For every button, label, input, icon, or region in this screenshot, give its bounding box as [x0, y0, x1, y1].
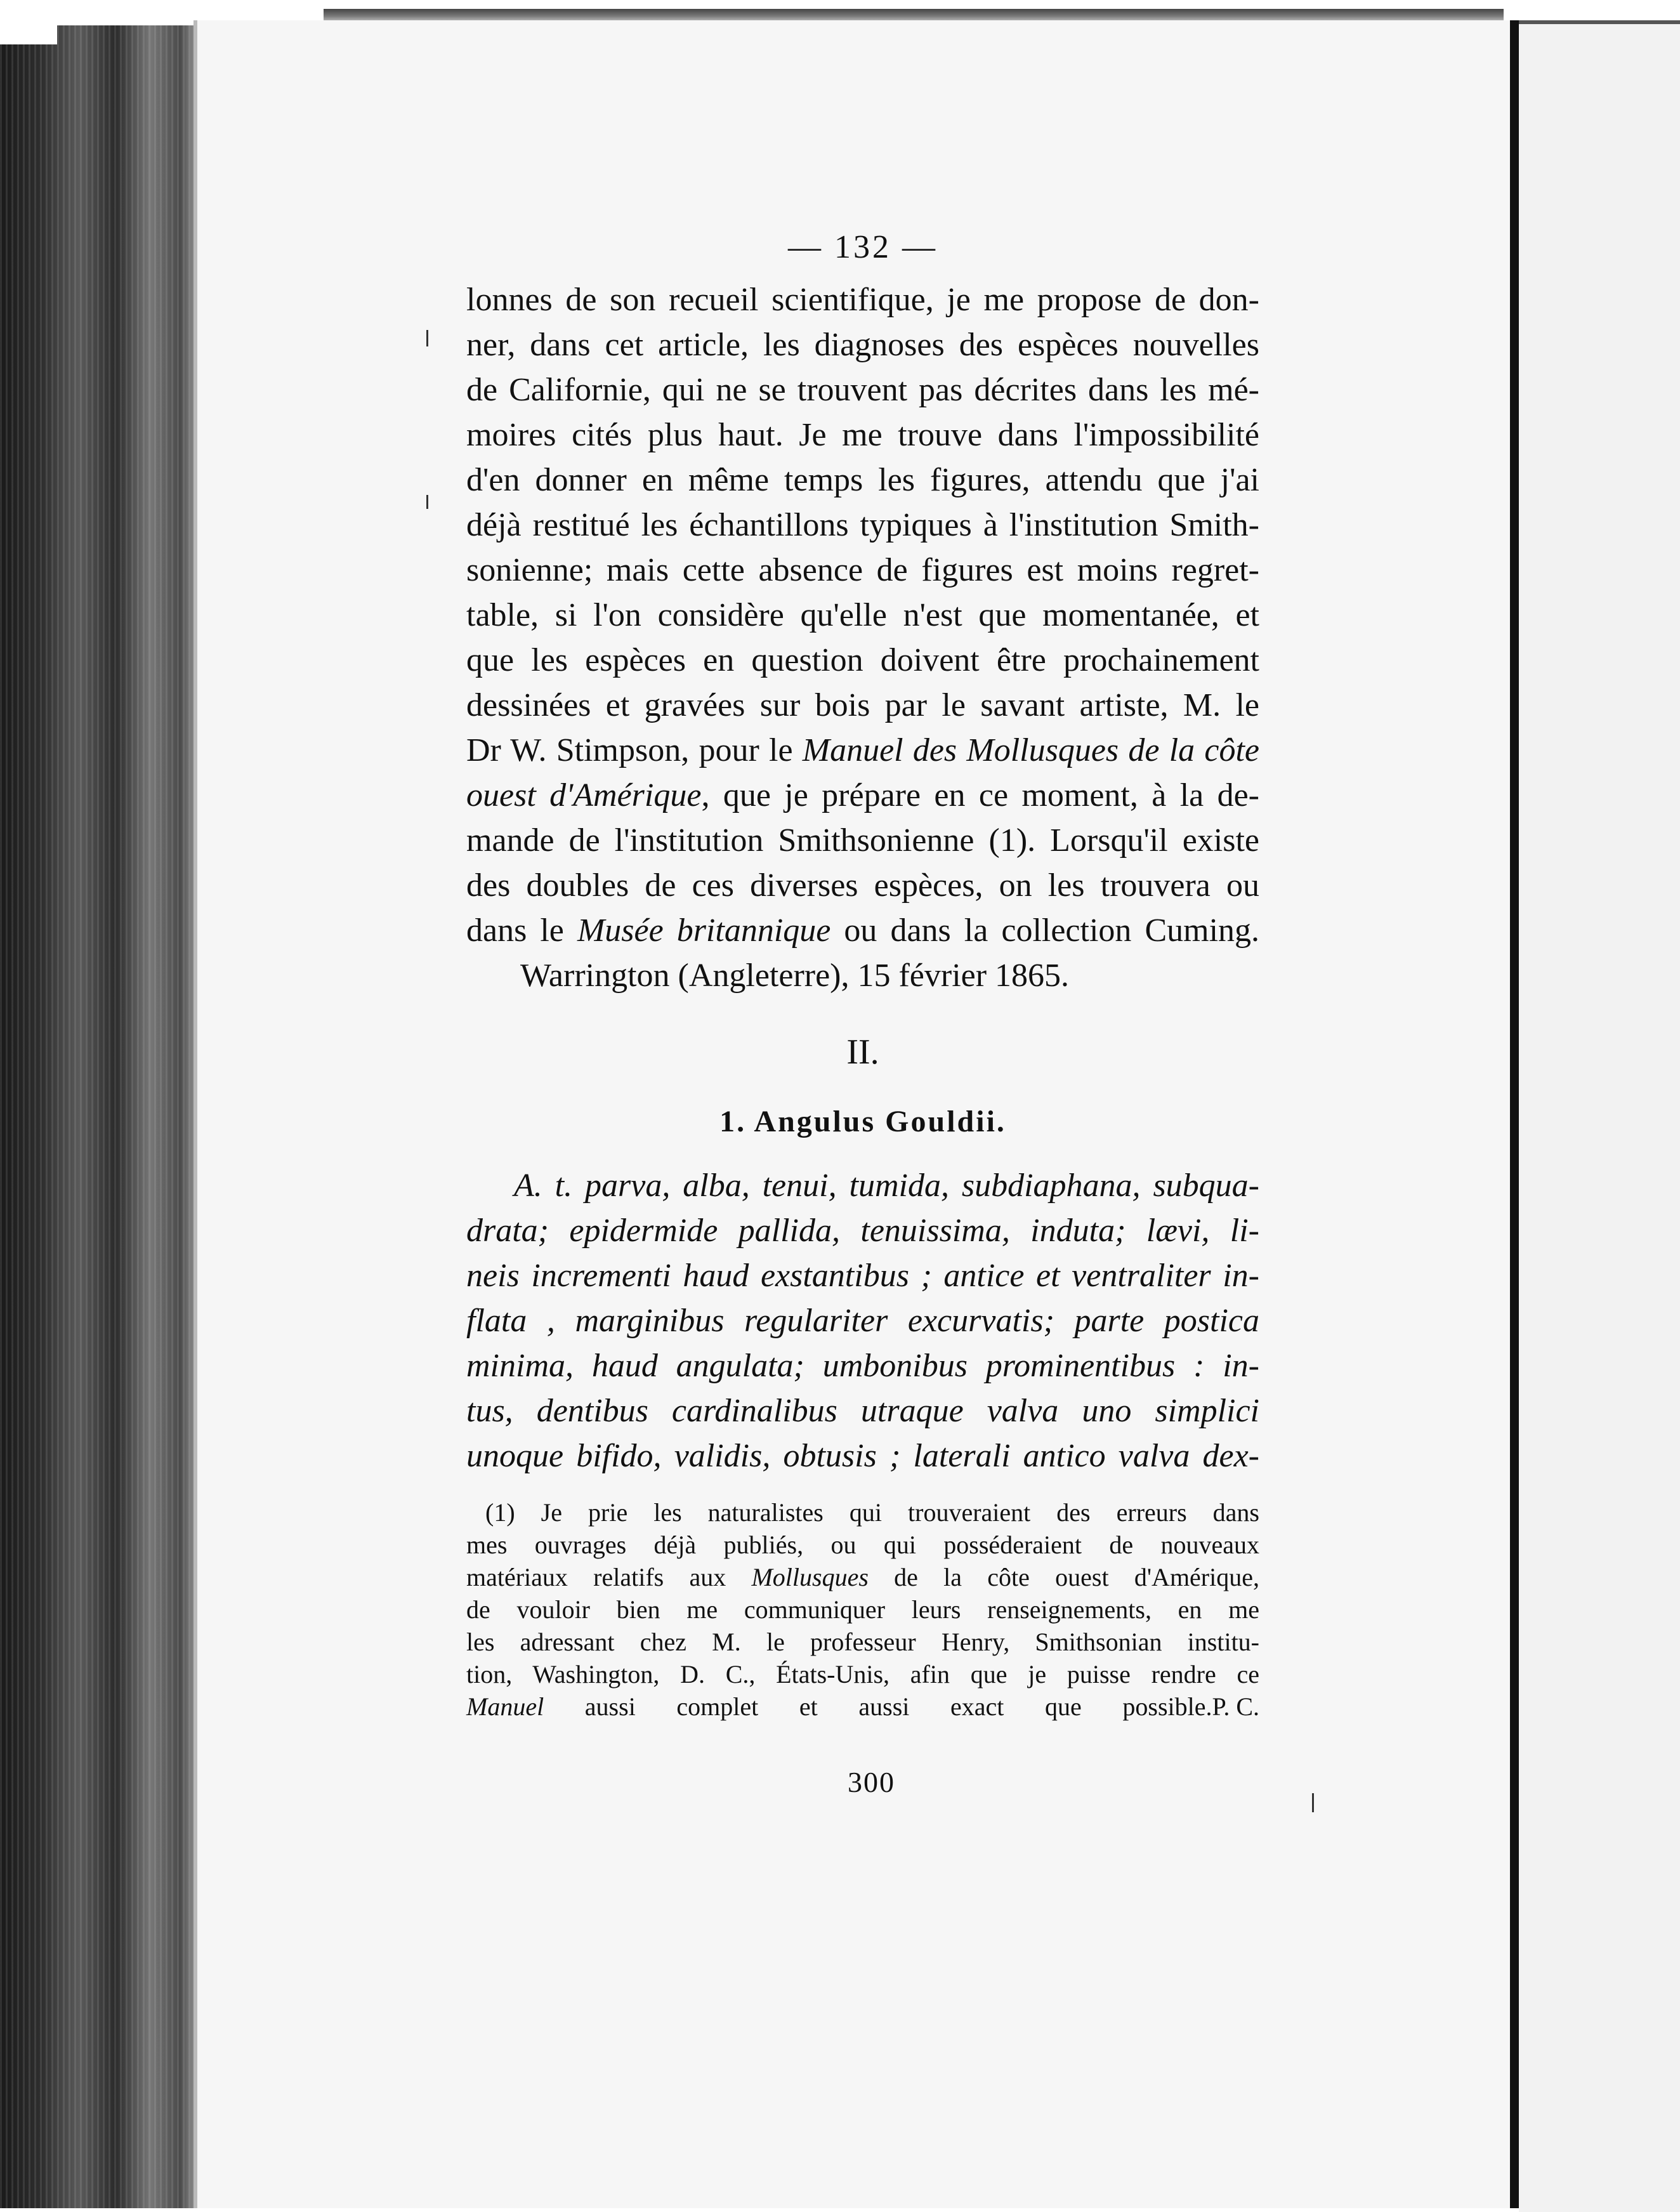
text-line: d'en donner en même temps les figures, attendu que j'ai — [466, 462, 1259, 498]
opposite-page-edge — [1519, 20, 1680, 2212]
page-number: — 132 — — [788, 229, 938, 265]
footnote-line: de vouloir bien me communiquer leurs renseignements, en me — [466, 1595, 1259, 1624]
text-line: que les espèces en question doivent être prochainement — [466, 642, 1259, 678]
footnote-signature: P. C. — [1212, 1692, 1259, 1721]
book-binding-edge — [0, 25, 209, 2208]
text-line: lonnes de son recueil scientifique, je me propose de don- — [466, 282, 1259, 318]
page-gutter-rule — [1510, 20, 1519, 2208]
text-line: Dr W. Stimpson, pour le Manuel des Mollusques de la côte — [466, 732, 1260, 768]
diagnosis-line: flata , marginibus regulariter excurvatis; parte postica — [466, 1303, 1259, 1339]
text-line: sonienne; mais cette absence de figures est moins regret- — [466, 552, 1259, 588]
text-line: moires cités plus haut. Je me trouve dans l'impossibilité — [466, 417, 1259, 453]
diagnosis-line: tus, dentibus cardinalibus utraque valva uno simplici — [466, 1393, 1259, 1429]
page-text — [466, 228, 1259, 1723]
footnote-line: matériaux relatifs aux Mollusques de la côte ouest d'Amérique, — [466, 1563, 1259, 1591]
footnote-line: les adressant chez M. le professeur Henry, Smithsonian institu- — [466, 1628, 1259, 1656]
diagnosis-line: drata; epidermide pallida, tenuissima, induta; lævi, li- — [466, 1213, 1259, 1249]
species-heading: 1. Angulus Gouldii. — [719, 1105, 1006, 1138]
text-line: mande de l'institution Smithsonienne (1). Lorsqu'il existe — [466, 822, 1259, 859]
section-heading: II. — [846, 1032, 879, 1072]
footnote-italic-term: Manuel — [466, 1692, 544, 1721]
text-line: des doubles de ces diverses espèces, on les trouvera ou — [466, 867, 1259, 904]
text-line: déjà restitué les échantillons typiques à l'institution Smith- — [466, 507, 1259, 543]
text-line: de Californie, qui ne se trouvent pas décrites dans les mé- — [466, 372, 1259, 408]
text-line: dessinées et gravées sur bois par le savant artiste, M. le — [466, 687, 1259, 723]
stamp-number: 300 — [848, 1766, 895, 1798]
text-line: table, si l'on considère qu'elle n'est que momentanée, et — [466, 597, 1259, 633]
diagnosis-line: minima, haud angulata; umbonibus prominentibus : in- — [466, 1348, 1259, 1384]
text-line: ner, dans cet article, les diagnoses des espèces nouvelles — [466, 327, 1259, 363]
book-title: Manuel des Mollusques de la côte — [802, 732, 1260, 768]
footnote-italic-term: Mollusques — [751, 1563, 869, 1591]
footnote-line: tion, Washington, D. C., États-Unis, afin que je puisse rendre ce — [466, 1660, 1259, 1689]
diagnosis-line: unoque bifido, validis, obtusis ; laterali antico valva dex- — [466, 1438, 1259, 1474]
scan-margin — [0, 0, 57, 44]
diagnosis-line: neis incrementi haud exstantibus ; antice et ventraliter in- — [466, 1258, 1259, 1294]
footnote — [466, 1496, 1259, 1723]
dateline: Warrington (Angleterre), 15 février 1865. — [520, 958, 1070, 994]
book-title-cont: ouest d'Amérique — [466, 777, 702, 813]
footnote-line: mes ouvrages déjà publiés, ou qui posséderaient de nouveaux — [466, 1531, 1259, 1559]
margin-mark — [426, 330, 428, 346]
margin-mark — [426, 495, 428, 509]
intro-paragraph — [466, 277, 1259, 998]
text-line: ouest d'Amérique, que je prépare en ce moment, à la de- — [466, 777, 1260, 813]
diagnosis-line: A. t. parva, alba, tenui, tumida, subdiaphana, subqua- — [514, 1168, 1259, 1204]
diagnosis-paragraph — [466, 1163, 1259, 1478]
museum-name: Musée britannique — [577, 912, 831, 949]
footnote-line: Manuel aussi complet et aussi exact que possible. P. C. — [466, 1690, 1259, 1723]
text-line: dans le Musée britannique ou dans la collection Cuming. — [466, 912, 1260, 949]
margin-mark — [1312, 1793, 1314, 1812]
footnote-line: (1) Je prie les naturalistes qui trouveraient des erreurs dans — [485, 1498, 1259, 1527]
